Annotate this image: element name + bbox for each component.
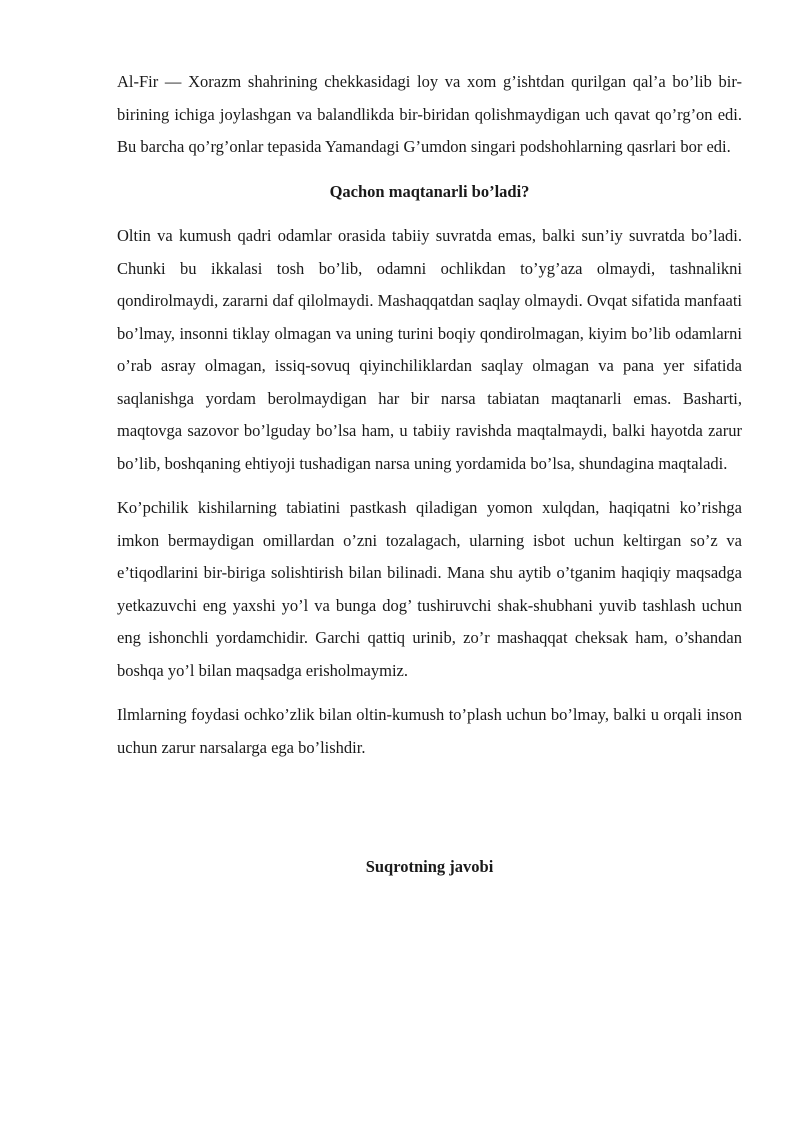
section-heading-suqrotning-javobi: Suqrotning javobi (365, 857, 494, 876)
paragraph-kopchilik: Ko’pchilik kishilarning tabiatini pastkash qiladigan yomon xulqdan, haqiqatni ko’rishga imkon bermaydigan omillardan o’zni tozalagach, ularning isbot uchun keltirgan so’z va e’tiqodlarini bir-biriga solishtirish bilan bilinadi. Mana shu aytib o’tganim haqiqiy maqsadga yetkazuvchi eng yaxshi yo’l va bunga dog’ tushiruvchi shak-shubhani yuvib tashlash uchun eng ishonchli yordamchidir. Garchi qattiq urinib, zo’r mashaqqat cheksak ham, o’shandan boshqa yo’l bilan maqsadga erisholmaymiz. (117, 498, 742, 680)
vertical-spacer (117, 776, 742, 851)
paragraph-al-fir: Al-Fir — Xorazm shahrining chekkasidagi loy va xom g’ishtdan qurilgan qal’a bo’lib bir-birining ichiga joylashgan va balandlikda bir-biridan qolishmaydigan uch qavat qo’rg’on edi. Bu barcha qo’rg’onlar tepasida Yamandagi G’umdon singari podshohlarning qasrlari bor edi. (117, 72, 742, 156)
paragraph-ilmlarning-foydasi: Ilmlarning foydasi ochko’zlik bilan oltin-kumush to’plash uchun bo’lmay, balki u orqali inson uchun zarur narsalarga ega bo’lishdir. (117, 705, 742, 757)
section-heading-maqtanarli: Qachon maqtanarli bo’ladi? (329, 181, 530, 201)
document-page (117, 66, 742, 884)
paragraph-oltin-kumush: Oltin va kumush qadri odamlar orasida tabiiy suvratda emas, balki sun’iy suvratda bo’ladi. Chunki bu ikkalasi tosh bo’lib, odamni ochlikdan to’yg’aza olmaydi, tashnalikni qondirolmaydi, zararni daf qilolmaydi. Mashaqqatdan saqlay olmaydi. Ovqat sifatida manfaati bo’lmay, insonni tiklay olmagan va uning turini boqiy qondirolmagan, kiyim bo’lib odamlarni o’rab asray olmagan, issiq-sovuq qiyinchiliklardan saqlay olmagan va pana yer sifatida saqlanishga yordam berolmaydigan har bir narsa tabiatan maqtanarli emas. Basharti, maqtovga sazovor bo’lguday bo’lsa ham, u tabiiy ravishda maqtalmaydi, balki hayotda zarur bo’lib, boshqaning ehtiyoji tushadigan narsa uning yordamida bo’lsa, shundagina maqtaladi. (117, 226, 742, 473)
